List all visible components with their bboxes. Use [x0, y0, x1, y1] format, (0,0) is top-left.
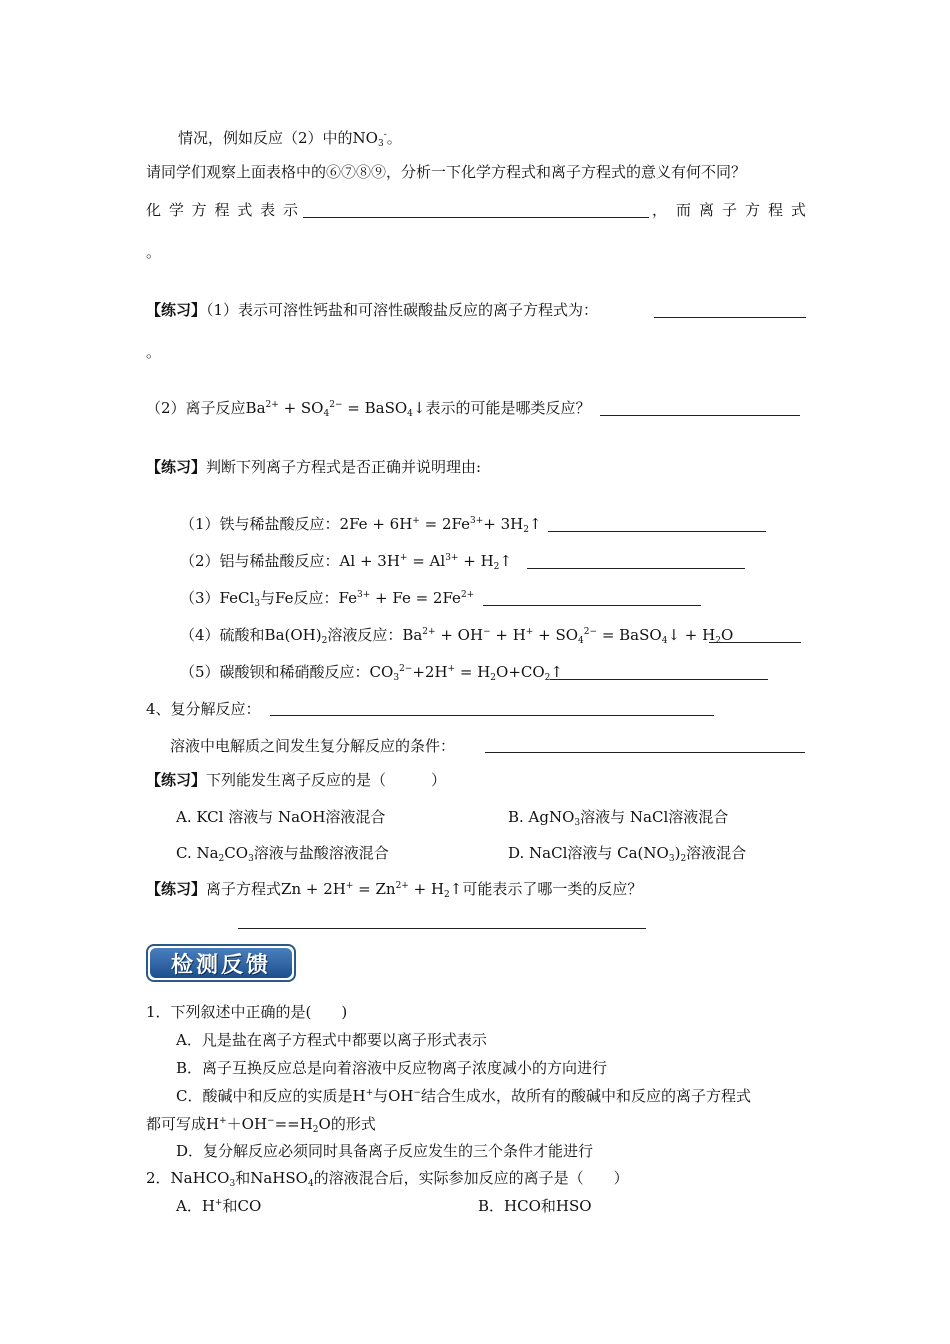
section-badge-feedback: [146, 944, 296, 982]
practice-label: 【练习】: [146, 771, 207, 789]
feedback-q2-option-b[interactable]: B．HCO和HSO: [478, 1197, 592, 1215]
practice-2-item-3: （3）FeCl$_3$与Fe反应：$Fe^{3+} + Fe = 2Fe^{2+}$: [180, 589, 475, 609]
practice-2-item-4: （4）硫酸和$Ba(OH)_2$溶液反应：$Ba^{2+} + OH^- + H^+ + SO_4^{2-}$ = BaSO$_4$↓ + $H_2O$: [180, 626, 734, 646]
practice-1-q2: （2）离子反应$Ba^{2+} + SO_4^{2-}$ = BaSO$_4$↓表示的可能是哪类反应？: [146, 399, 591, 419]
feedback-q1-option-d[interactable]: D．复分解反应必须同时具备离子反应发生的三个条件才能进行: [176, 1142, 594, 1160]
practice-2-item-2: （2）铝与稀盐酸反应：$Al + 3H^+ = Al^{3+}$ + $H_2↑$: [180, 552, 512, 572]
feedback-q1-option-c[interactable]: C．酸碱中和反应的实质是H+与OH−结合生成水，故所有的酸碱中和反应的离子方程式: [176, 1087, 752, 1105]
feedback-q2-option-a[interactable]: A．H+和CO: [176, 1197, 262, 1215]
practice-3-option-c[interactable]: C. $Na_2CO_3$溶液与盐酸溶液混合: [176, 844, 389, 864]
practice-3-option-d[interactable]: D. NaCl溶液与 $Ca(NO_3)_2$溶液混合: [508, 844, 747, 864]
practice-1-q1: 【练习】（1）表示可溶性钙盐和可溶性碳酸盐反应的离子方程式为：: [146, 301, 599, 319]
practice-3-title: 【练习】下列能发生离子反应的是（ ）: [146, 771, 447, 789]
section-badge-label: 检测反馈: [150, 948, 292, 978]
intro-line-4: 。: [146, 243, 162, 261]
practice-3-option-b[interactable]: B. AgNO$_3$溶液与 NaCl溶液混合: [508, 808, 729, 828]
answer-blank-section-4[interactable]: [270, 715, 714, 716]
practice-label: 【练习】: [146, 301, 207, 319]
answer-blank-condition[interactable]: [485, 752, 805, 753]
feedback-q1: 1．下列叙述中正确的是( ): [146, 1003, 348, 1021]
practice-4-question: 【练习】离子方程式$Zn + 2H^+ = Zn^{2+}$ + $H_2↑$可能表示了哪一类的反应？: [146, 880, 643, 900]
practice-2-item-1: （1）铁与稀盐酸反应：$2Fe + 6H^+ = 2Fe^{3+}+$ $3H_2↑$: [180, 515, 542, 535]
answer-blank-chemical-meaning[interactable]: [303, 217, 649, 218]
practice-label: 【练习】: [146, 458, 207, 476]
practice-1-q1-end: 。: [146, 343, 162, 361]
answer-blank-practice-4[interactable]: [238, 928, 646, 929]
feedback-q1-option-b[interactable]: B．离子互换反应总是向着溶液中反应物离子浓度减小的方向进行: [176, 1059, 608, 1077]
section-4-title: 4、复分解反应：: [146, 700, 261, 718]
answer-blank-item-3[interactable]: [483, 605, 701, 606]
intro-line-1: 情况，例如反应（2）中的$NO_3^-$。: [178, 129, 402, 149]
section-4-condition: 溶液中电解质之间发生复分解反应的条件：: [170, 737, 456, 755]
intro-line-3-comma: ，: [652, 201, 668, 219]
feedback-q1-option-a[interactable]: A．凡是盐在离子方程式中都要以离子形式表示: [176, 1031, 487, 1049]
practice-3-option-a[interactable]: A. KCl 溶液与 NaOH溶液混合: [176, 808, 386, 826]
feedback-q1-option-c-cont: 都可写成$H^++OH^-==H_2O$的形式: [146, 1115, 376, 1135]
practice-label: 【练习】: [146, 880, 207, 898]
answer-blank-practice-1-q1[interactable]: [654, 317, 806, 318]
practice-2-item-5: （5）碳酸钡和稀硝酸反应：$CO_3^{2-}+2H^+$ = $H_2O+CO_2↑$: [180, 663, 563, 683]
answer-blank-practice-1-q2[interactable]: [600, 415, 800, 416]
feedback-q2: 2．NaHCO$_3$和NaHSO$_4$的溶液混合后，实际参加反应的离子是（ ）: [146, 1169, 629, 1189]
answer-blank-item-5[interactable]: [550, 679, 768, 680]
intro-line-3-right: 而 离 子 方 程 式: [676, 201, 806, 219]
practice-2-title: 【练习】判断下列离子方程式是否正确并说明理由:: [146, 458, 482, 476]
answer-blank-item-4[interactable]: [709, 642, 801, 643]
answer-blank-item-1[interactable]: [548, 531, 766, 532]
answer-blank-item-2[interactable]: [527, 568, 745, 569]
intro-line-3-left: 化 学 方 程 式 表 示: [146, 201, 298, 219]
intro-line-2: 请同学们观察上面表格中的⑥⑦⑧⑨，分析一下化学方程式和离子方程式的意义有何不同？: [146, 163, 747, 181]
